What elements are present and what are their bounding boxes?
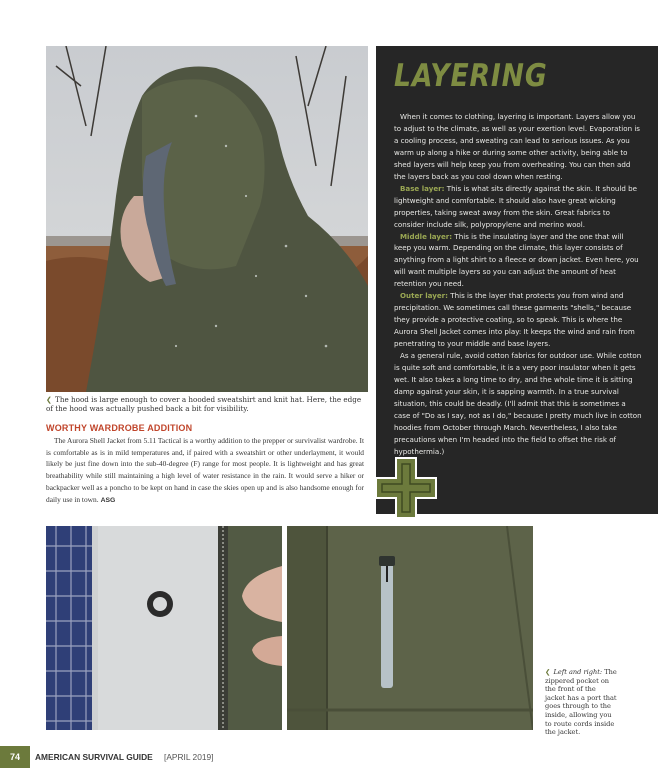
article-paragraph-text: The Aurora Shell Jacket from 5.11 Tactical is a worthy addition to the prepper or survivalist wardrobe. It is comfortable as is in mild temperatures and, if paired with a sweatshirt or other underlayment, it would likely be just fine down into the sub-40-degree (F) range for most people. It is lightweight and has great breathability while still maintaining a high level of water resistance in the rain. It would serve a hiker or backpacker well as a poncho to be kept on hand in case the skies open up and is also handsome enough for daily use in town.: [46, 436, 364, 504]
caption-lead: Left and right:: [553, 668, 603, 676]
caption-arrow-icon: ❮: [46, 395, 53, 404]
photo-hooded-jacket: [46, 46, 368, 392]
section-heading: WORTHY WARDROBE ADDITION: [46, 423, 193, 433]
author-signature: ASG: [100, 496, 116, 504]
issue-date-text: APRIL 2019: [166, 752, 212, 762]
sidebar-middle-layer: [394, 231, 642, 291]
caption-text: The hood is large enough to cover a hooded sweatshirt and knit hat. Here, the edge of the hood was actually pushed back a bit for visibility.: [46, 395, 362, 413]
issue-date: [APRIL 2019]: [164, 752, 214, 762]
photo-jacket-lining: [46, 526, 282, 730]
outer-layer-term: Outer layer:: [400, 291, 449, 301]
sidebar-title: LAYERING: [394, 58, 548, 94]
middle-layer-term: Middle layer:: [400, 231, 453, 241]
magazine-name: AMERICAN SURVIVAL GUIDE: [35, 752, 153, 762]
sidebar-base-layer: [394, 183, 642, 231]
caption-text: The zippered pocket on the front of the jacket has a port that goes through to the inside, allowing you to route cords inside the jacket.: [545, 668, 617, 737]
page-footer: [0, 746, 658, 770]
plus-icon: [374, 456, 438, 520]
base-layer-text: This is what sits directly against the skin. It should be lightweight and comfortable. It should also have great wicking properties, taking sweat away from the skin. Great fabrics to consider include silk, polypropylene and merino wool.: [394, 183, 638, 229]
sidebar-body: [394, 111, 642, 458]
sidebar-intro: When it comes to clothing, layering is important. Layers allow you to adjust to the climate, as well as your exertion level. Evaporation is a cooling process, and sweating can lead to serious issues. As you warm up along a hike or during some other activity, being able to shed layers will help keep you from overheating. You can then add the layers back as you cool down when resting.: [394, 112, 640, 181]
caption-arrow-icon: ❮: [545, 668, 551, 676]
caption-pocket-photos: [545, 668, 617, 737]
base-layer-term: Base layer:: [400, 183, 445, 193]
caption-hood-photo: [46, 395, 370, 413]
page-number: 74: [0, 746, 30, 768]
article-paragraph: [46, 435, 364, 506]
middle-layer-text: This is the insulating layer and the one that will keep you warm. Depending on the climate, this layer consists of anything from a light shirt to a fleece or down jacket. Even here, you will want multiple layers so you can adjust the amount of heat retention you need.: [394, 231, 639, 289]
sidebar-outer-layer: [394, 290, 642, 350]
outer-layer-text: This is the layer that protects you from wind and precipitation. We sometimes call these garments "shells," because they provide a protective coating, so to speak. This is where the Aurora Shell Jacket comes into play: It keeps the wind and rain from penetrating to your middle and base layers.: [394, 291, 635, 349]
sidebar-closing: As a general rule, avoid cotton fabrics for outdoor use. While cotton is quite soft and comfortable, it is a very poor insulator when it gets wet. It also takes a long time to dry, and the whole time it is sitting damp against your skin, it is sapping warmth. In a true survival situation, this could be deadly. (I'll admit that this is sometimes a case of "Do as I say, not as I do," because I pretty much live in cotton hoodies from October through March. Nevertheless, I also take precautions when I'm headed into the field to offset the risk of hypothermia.): [394, 351, 642, 456]
photo-zippered-pocket: [287, 526, 533, 730]
